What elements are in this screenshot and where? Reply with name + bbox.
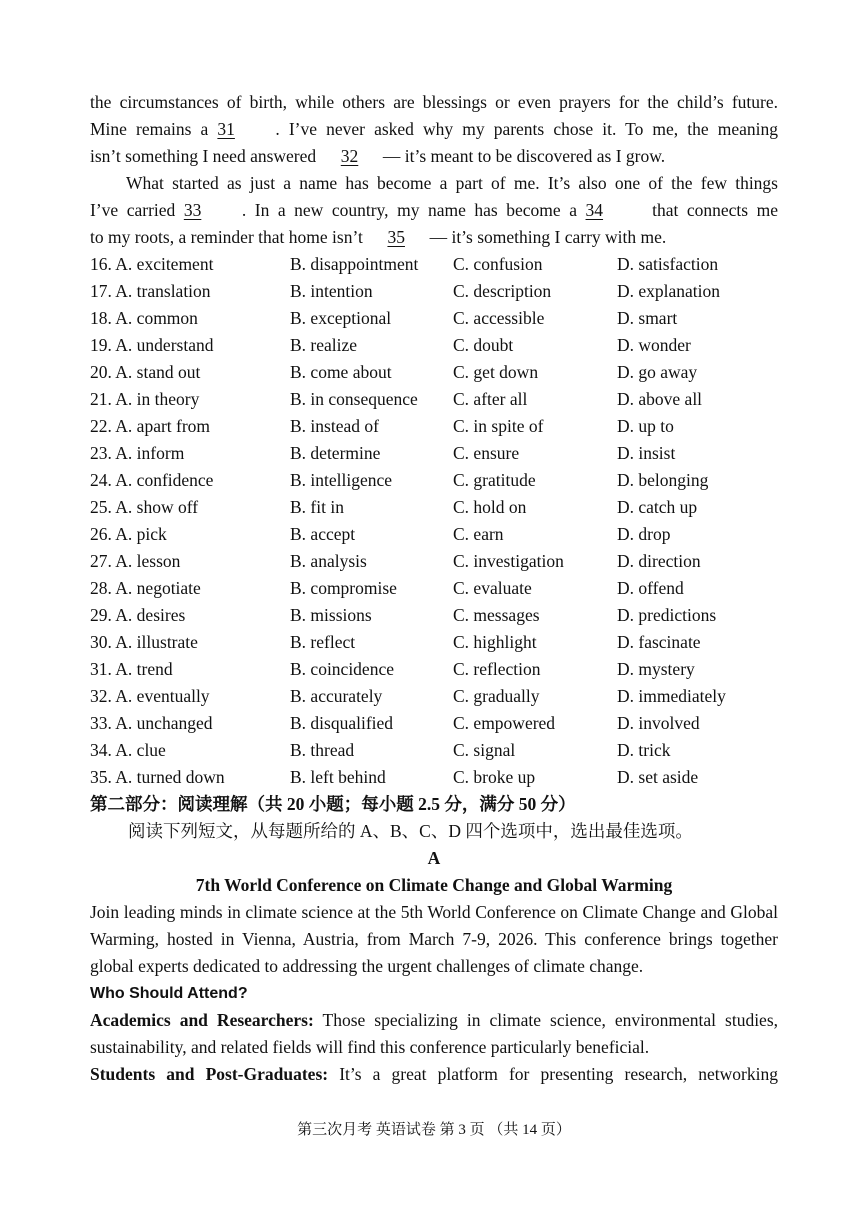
option-c: C. description <box>453 281 552 301</box>
passage-line <box>90 143 778 170</box>
who-should-attend-heading: Who Should Attend? <box>90 985 248 1002</box>
option-c: C. highlight <box>453 632 537 652</box>
option-a: 30. A. illustrate <box>90 632 198 652</box>
blank-32: 32 <box>340 146 359 166</box>
option-a: 34. A. clue <box>90 740 166 760</box>
option-b: B. realize <box>290 335 358 355</box>
option-d: D. up to <box>617 416 674 436</box>
option-b: B. exceptional <box>290 308 392 328</box>
option-b: B. analysis <box>290 551 367 571</box>
option-a: 23. A. inform <box>90 443 185 463</box>
option-row <box>90 494 778 521</box>
option-a: 26. A. pick <box>90 524 167 544</box>
option-row <box>90 656 778 683</box>
option-c: C. empowered <box>453 713 556 733</box>
option-c: C. gratitude <box>453 470 536 490</box>
option-a: 24. A. confidence <box>90 470 214 490</box>
page-footer: 第三次月考 英语试卷 第 3 页 （共 14 页） <box>297 1122 571 1138</box>
option-b: B. come about <box>290 362 392 382</box>
option-d: D. above all <box>617 389 703 409</box>
option-c: C. earn <box>453 524 504 544</box>
blank-34: 34 <box>585 200 604 220</box>
option-b: B. in consequence <box>290 389 418 409</box>
option-row <box>90 521 778 548</box>
option-c: C. in spite of <box>453 416 544 436</box>
option-a: 22. A. apart from <box>90 416 211 436</box>
option-d: D. belonging <box>617 470 709 490</box>
passage-text: — it’s something I carry with me. <box>429 227 667 247</box>
passage-text: . In a new country, my name has become a <box>241 200 577 220</box>
option-b: B. accept <box>290 524 356 544</box>
passage-text: that connects me <box>652 200 779 220</box>
option-a: 28. A. negotiate <box>90 578 201 598</box>
option-c: C. investigation <box>453 551 564 571</box>
option-b: B. determine <box>290 443 381 463</box>
passage-letter: A <box>427 848 441 868</box>
option-a: 21. A. in theory <box>90 389 200 409</box>
option-a: 29. A. desires <box>90 605 186 625</box>
option-d: D. go away <box>617 362 698 382</box>
option-d: D. offend <box>617 578 684 598</box>
option-d: D. catch up <box>617 497 698 517</box>
article-title: 7th World Conference on Climate Change and Global Warming <box>195 875 673 895</box>
passage-line <box>90 116 778 143</box>
option-row <box>90 602 778 629</box>
option-a: 32. A. eventually <box>90 686 210 706</box>
passage-text: — it’s meant to be discovered as I grow. <box>382 146 666 166</box>
option-c: C. evaluate <box>453 578 532 598</box>
option-a: 19. A. understand <box>90 335 214 355</box>
option-d: D. insist <box>617 443 676 463</box>
option-row <box>90 548 778 575</box>
option-b: B. instead of <box>290 416 379 436</box>
option-row <box>90 359 778 386</box>
article-intro: Join leading minds in climate science at the 5th World Conference on Climate Change and Global Warming, hosted in Vienna, Austria, from March 7-9, 2026. This conference brings together global experts dedicated to addressing the urgent challenges of climate change. <box>90 902 778 976</box>
passage-text: . I’ve never asked why my parents chose it. To me, the meaning <box>275 119 779 139</box>
option-a: 31. A. trend <box>90 659 173 679</box>
option-b: B. left behind <box>290 767 386 787</box>
passage-text: Mine remains a <box>90 119 209 139</box>
option-row <box>90 710 778 737</box>
option-row <box>90 386 778 413</box>
option-d: D. trick <box>617 740 671 760</box>
option-c: C. get down <box>453 362 539 382</box>
option-a: 17. A. translation <box>90 281 211 301</box>
section-heading: 第二部分：阅读理解（共 20 小题；每小题 2.5 分，满分 50 分） <box>90 794 576 814</box>
exam-page <box>90 89 778 1088</box>
option-b: B. fit in <box>290 497 344 517</box>
passage-line <box>90 224 778 251</box>
option-c: C. accessible <box>453 308 545 328</box>
option-b: B. missions <box>290 605 372 625</box>
option-c: C. broke up <box>453 767 536 787</box>
students-paragraph <box>90 1061 778 1088</box>
option-a: 20. A. stand out <box>90 362 201 382</box>
option-row <box>90 413 778 440</box>
students-label: Students and Post-Graduates: <box>90 1064 329 1084</box>
option-d: D. drop <box>617 524 671 544</box>
passage-text: I’ve carried <box>90 200 176 220</box>
option-c: C. signal <box>453 740 516 760</box>
option-a: 25. A. show off <box>90 497 199 517</box>
section-instruction: 阅读下列短文，从每题所给的 A、B、C、D 四个选项中，选出最佳选项。 <box>128 821 693 841</box>
option-d: D. involved <box>617 713 700 733</box>
option-b: B. thread <box>290 740 355 760</box>
option-b: B. reflect <box>290 632 356 652</box>
option-d: D. wonder <box>617 335 691 355</box>
option-row <box>90 683 778 710</box>
option-b: B. accurately <box>290 686 383 706</box>
option-row <box>90 278 778 305</box>
option-row <box>90 467 778 494</box>
option-row <box>90 440 778 467</box>
option-d: D. smart <box>617 308 678 328</box>
passage-line <box>90 197 778 224</box>
option-d: D. immediately <box>617 686 726 706</box>
option-d: D. set aside <box>617 767 699 787</box>
option-row <box>90 305 778 332</box>
option-row <box>90 575 778 602</box>
option-c: C. messages <box>453 605 540 625</box>
passage-line: the circumstances of birth, while others are blessings or even prayers for the child’s future. <box>90 92 778 112</box>
option-d: D. explanation <box>617 281 721 301</box>
option-c: C. ensure <box>453 443 520 463</box>
passage-text: isn’t something I need answered <box>90 146 317 166</box>
option-c: C. reflection <box>453 659 541 679</box>
blank-35: 35 <box>387 227 405 247</box>
option-b: B. intelligence <box>290 470 393 490</box>
option-c: C. doubt <box>453 335 514 355</box>
option-a: 27. A. lesson <box>90 551 181 571</box>
passage-text: to my roots, a reminder that home isn’t <box>90 227 363 247</box>
option-c: C. gradually <box>453 686 540 706</box>
option-d: D. fascinate <box>617 632 701 652</box>
option-d: D. predictions <box>617 605 717 625</box>
blank-33: 33 <box>183 200 202 220</box>
option-b: B. compromise <box>290 578 397 598</box>
option-b: B. disappointment <box>290 254 419 274</box>
academics-text: Those specializing in climate science, environmental studies, sustainability, and related fields will find this conference particularly beneficial. <box>90 1010 779 1057</box>
option-b: B. coincidence <box>290 659 394 679</box>
option-d: D. mystery <box>617 659 695 679</box>
option-c: C. confusion <box>453 254 543 274</box>
option-row <box>90 737 778 764</box>
option-c: C. after all <box>453 389 528 409</box>
options-list <box>90 251 778 791</box>
students-text: It’s a great platform for presenting research, networking <box>339 1064 778 1084</box>
option-b: B. disqualified <box>290 713 394 733</box>
blank-31: 31 <box>217 119 235 139</box>
option-c: C. hold on <box>453 497 527 517</box>
option-a: 33. A. unchanged <box>90 713 213 733</box>
option-a: 16. A. excitement <box>90 254 214 274</box>
option-d: D. direction <box>617 551 701 571</box>
option-row <box>90 251 778 278</box>
option-b: B. intention <box>290 281 373 301</box>
passage-line: What started as just a name has become a part of me. It’s also one of the few things <box>126 173 778 193</box>
option-row <box>90 629 778 656</box>
academics-paragraph <box>90 1007 778 1061</box>
option-row <box>90 764 778 791</box>
academics-label: Academics and Researchers: <box>90 1010 314 1030</box>
option-a: 18. A. common <box>90 308 198 328</box>
option-row <box>90 332 778 359</box>
option-d: D. satisfaction <box>617 254 719 274</box>
option-a: 35. A. turned down <box>90 767 225 787</box>
